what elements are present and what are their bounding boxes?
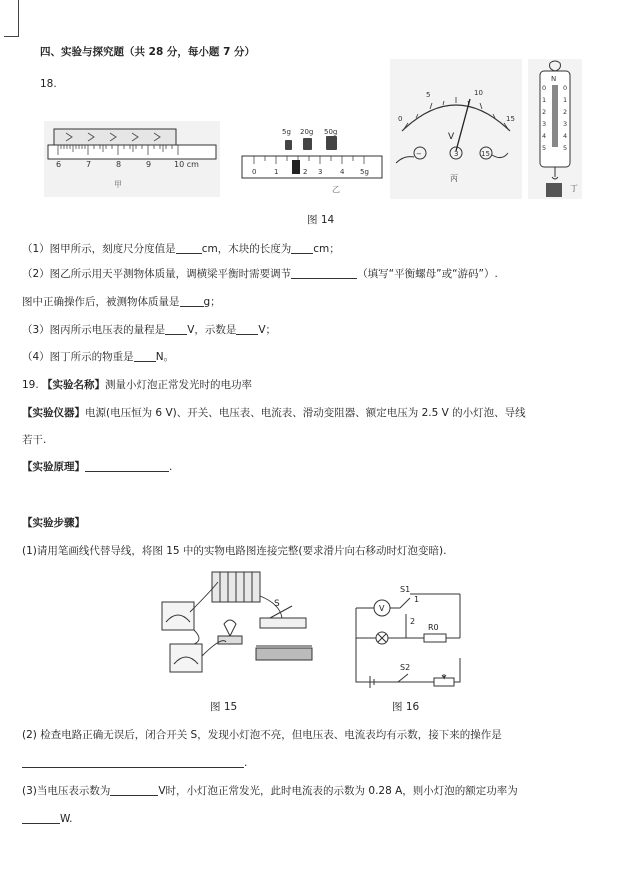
bulb-icon <box>224 620 236 636</box>
q18-2b-blank[interactable] <box>180 296 204 307</box>
volt-scale-0: 0 <box>398 115 403 123</box>
q19-principle: 【实验原理】 . <box>22 461 173 473</box>
schematic-rheostat-icon <box>434 678 454 686</box>
fig-yi-caption: 乙 <box>332 185 340 194</box>
ding-left-2: 2 <box>542 108 547 116</box>
figure-bing-voltmeter <box>390 59 522 199</box>
spring-icon <box>552 85 558 147</box>
balance-tick-3: 3 <box>318 168 323 176</box>
ruler-tick-8: 8 <box>116 160 122 169</box>
q19-step-1: (1)请用笔画线代替导线，将图 15 中的实物电路图连接完整(要求滑片向右移动时灯泡变暗). <box>22 545 447 557</box>
q19-principle-blank[interactable] <box>85 461 169 472</box>
weight-label-20g: 20g <box>300 128 314 136</box>
figure-16-caption: 图 16 <box>392 701 420 713</box>
fig-bing-caption: 丙 <box>450 174 458 183</box>
q18-line-1: （1）图甲所示，刻度尺分度值是 cm，木块的长度为 cm； <box>22 243 340 255</box>
figure-14-caption: 图 14 <box>307 214 335 226</box>
ruler-tick-6: 6 <box>56 160 62 169</box>
ammeter-icon <box>162 602 194 630</box>
ding-right-5: 5 <box>563 144 568 152</box>
q19-steps-tag: 【实验步骤】 <box>22 517 85 529</box>
q18-4-blank[interactable] <box>134 351 156 362</box>
ding-left-0: 0 <box>542 84 547 92</box>
schematic-r0-icon <box>424 634 446 642</box>
fig-ding-caption: 丁 <box>570 184 578 193</box>
q18-3-blank-a[interactable] <box>165 324 187 335</box>
q19-step-3-blank-b[interactable] <box>22 813 60 824</box>
balance-tick-2: 2 <box>303 168 308 176</box>
volt-unit: V <box>448 132 455 142</box>
q18-2-blank[interactable] <box>291 268 357 279</box>
volt-scale-10: 10 <box>474 89 483 97</box>
ding-left-4: 4 <box>542 132 547 140</box>
figure-15-circuit <box>152 566 322 690</box>
q19-header: 19. 【实验名称】测量小灯泡正常发光时的电功率 <box>22 379 253 391</box>
q19-step-2-answer: . <box>22 756 247 770</box>
balance-tick-5g: 5g <box>360 168 369 176</box>
weight-label-5g: 5g <box>282 128 291 136</box>
rheostat-icon <box>256 648 312 660</box>
section-title: 四、实验与探究题（共 28 分，每小题 7 分） <box>40 46 256 58</box>
ding-left-1: 1 <box>542 96 547 104</box>
q18-1-blank-a[interactable] <box>176 243 202 254</box>
q19-step-2: (2) 检查电路正确无误后，闭合开关 S，发现小灯泡不亮，但电压表、电流表均有示数，接下来的操作是 <box>22 729 502 741</box>
weights-icon <box>285 136 337 150</box>
schematic-s2-label: S2 <box>400 663 411 672</box>
schematic-2-label: 2 <box>410 617 416 626</box>
scale-top-label: N <box>551 75 557 83</box>
q19-instruments-2: 若干. <box>22 434 47 446</box>
figure-jia-ruler <box>44 121 220 197</box>
balance-tick-0: 0 <box>252 168 257 176</box>
hanging-weight-icon <box>546 183 562 197</box>
voltmeter-icon <box>170 644 202 672</box>
terminal-minus: − <box>416 150 422 158</box>
ding-right-4: 4 <box>563 132 568 140</box>
q18-line-2b: 图中正确操作后，被测物体质量是 g； <box>22 296 221 308</box>
ding-right-3: 3 <box>563 120 568 128</box>
figure-15-caption: 图 15 <box>210 701 238 713</box>
ruler-tick-9: 9 <box>146 160 152 169</box>
figure-yi-balance <box>240 126 386 198</box>
fig15-switch-label: S <box>274 599 280 609</box>
ruler-tick-7: 7 <box>86 160 92 169</box>
q19-step-2-blank[interactable] <box>22 757 244 768</box>
schematic-r0-label: R0 <box>428 623 439 632</box>
q19-step-3: (3)当电压表示数为 V时，小灯泡正常发光，此时电流表的示数为 0.28 A，则小灯泡的额定功率为 <box>22 785 518 797</box>
q19-step-3-blank-a[interactable] <box>110 785 158 796</box>
ruler-tick-10: 10 cm <box>174 160 199 169</box>
weight-label-50g: 50g <box>324 128 338 136</box>
q19-step-3-line-2: W. <box>22 812 73 826</box>
ding-right-1: 1 <box>563 96 568 104</box>
terminal-15: 15 <box>481 150 490 158</box>
figure-16-schematic <box>348 578 468 690</box>
terminal-3: 3 <box>454 150 459 158</box>
ding-right-2: 2 <box>563 108 568 116</box>
q18-line-2: （2）图乙所示用天平测物体质量，调横梁平衡时需要调节 （填写“平衡螺母”或“游码”）. <box>22 268 498 280</box>
figure-ding-spring-scale <box>528 59 582 199</box>
q18-3-blank-b[interactable] <box>236 324 258 335</box>
ding-left-3: 3 <box>542 120 547 128</box>
ding-right-0: 0 <box>563 84 568 92</box>
ding-left-5: 5 <box>542 144 547 152</box>
schematic-v-label: V <box>379 604 385 613</box>
page-corner-mark <box>4 0 19 37</box>
switch-icon <box>260 618 306 628</box>
volt-scale-15: 15 <box>506 115 515 123</box>
balance-tick-4: 4 <box>340 168 345 176</box>
schematic-s1-label: S1 <box>400 585 411 594</box>
balance-tick-1: 1 <box>274 168 279 176</box>
schematic-1-label: 1 <box>414 595 420 604</box>
q18-number: 18. <box>40 78 57 90</box>
q18-1-blank-b[interactable] <box>291 243 313 254</box>
volt-scale-5: 5 <box>426 91 431 99</box>
q18-line-3: （3）图丙所示电压表的量程是 V，示数是 V； <box>22 324 277 336</box>
rider-icon <box>292 160 300 174</box>
q19-instruments: 【实验仪器】电源(电压恒为 6 V)、开关、电压表、电流表、滑动变阻器、额定电压为 2.5 V 的小灯泡、导线 <box>22 407 526 419</box>
q18-line-4: （4）图丁所示的物重是 N。 <box>22 351 175 363</box>
fig-jia-caption: 甲 <box>114 180 122 189</box>
